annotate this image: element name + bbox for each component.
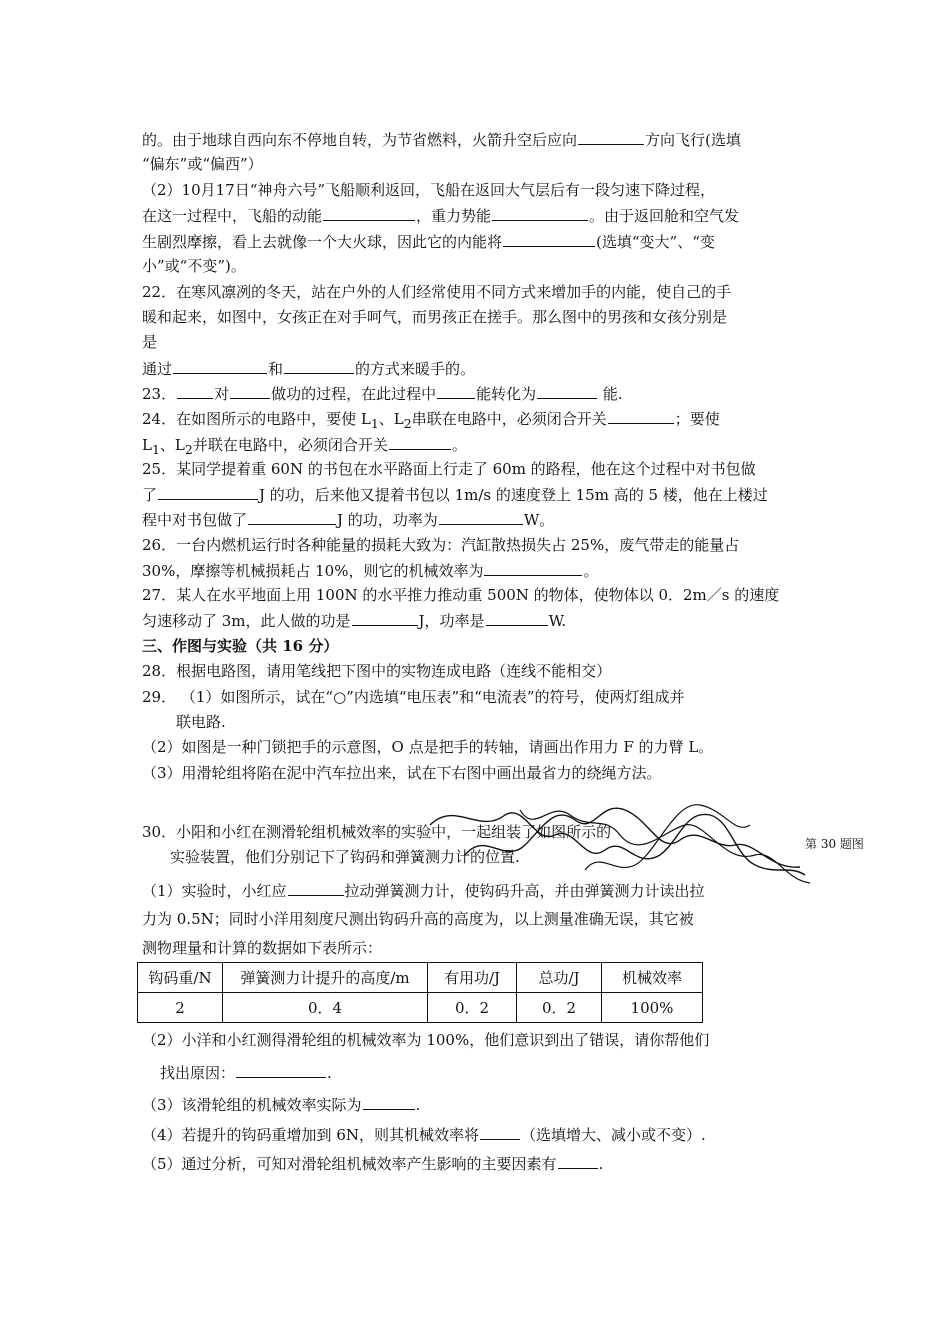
text: L bbox=[142, 436, 152, 454]
answer-blank[interactable] bbox=[363, 1094, 415, 1110]
subscript: 2 bbox=[184, 442, 193, 457]
table-cell: 2 bbox=[138, 993, 223, 1023]
text: 对 bbox=[214, 385, 230, 403]
q28-line bbox=[142, 661, 611, 681]
text: 做功的过程，在此过程中 bbox=[271, 385, 437, 403]
text: 30．小阳和小红在测滑轮组机械效率的实验中，一起组装了如图所示的 bbox=[142, 823, 612, 841]
answer-blank[interactable] bbox=[484, 560, 582, 576]
text: 程中对书包做了 bbox=[142, 511, 248, 529]
answer-blank[interactable] bbox=[323, 205, 415, 221]
text: （1）实验时，小红应 bbox=[142, 882, 287, 900]
answer-blank[interactable] bbox=[439, 509, 523, 525]
answer-blank[interactable] bbox=[248, 509, 336, 525]
text: 27．某人在水平地面上用 100N 的水平推力推动重 500N 的物体，使物体以 0．2m／s 的速度 bbox=[142, 586, 780, 604]
q30-2-line-2 bbox=[160, 1062, 332, 1083]
text: 29． （1）如图所示，试在“○”内选填“电压表”和“电流表”的符号，使两灯组成并 bbox=[142, 688, 685, 706]
table-header-cell: 弹簧测力计提升的高度/m bbox=[223, 963, 428, 993]
q27-line-2 bbox=[142, 610, 566, 631]
q21-line-5 bbox=[142, 231, 715, 252]
text: J 的功，功率为 bbox=[337, 511, 438, 529]
text: （3）用滑轮组将陷在泥中汽车拉出来，试在下右图中画出最省力的绕绳方法。 bbox=[142, 764, 662, 782]
text: . bbox=[327, 1064, 332, 1082]
text: 23． bbox=[142, 385, 177, 403]
text: 在这一过程中，飞船的动能 bbox=[142, 207, 323, 225]
text: 、L bbox=[159, 436, 185, 454]
text: （2）如图是一种门锁把手的示意图，O 点是把手的转轴，请画出作用力 F 的力臂 L。 bbox=[142, 738, 714, 756]
text: 三、作图与实验（共 16 分） bbox=[142, 637, 339, 655]
text: 26．一台内燃机运行时各种能量的损耗大致为：汽缸散热损失占 25%，废气带走的能量占 bbox=[142, 536, 740, 554]
answer-blank[interactable] bbox=[503, 231, 595, 247]
text: 。 bbox=[583, 562, 599, 580]
text: 和 bbox=[268, 360, 284, 378]
answer-blank[interactable] bbox=[173, 358, 267, 374]
q29-line-1 bbox=[142, 687, 685, 707]
table-row bbox=[138, 993, 703, 1023]
text: 暖和起来，如图中，女孩正在对手呵气，而男孩正在搓手。那么图中的男孩和女孩分别是 bbox=[142, 308, 728, 326]
q30-1-line-1 bbox=[142, 880, 705, 901]
q26-line-2 bbox=[142, 560, 598, 581]
answer-blank[interactable] bbox=[177, 383, 213, 399]
table-header-cell: 机械效率 bbox=[602, 963, 703, 993]
text: （5）通过分析，可知对滑轮组机械效率产生影响的主要因素有 bbox=[142, 1155, 557, 1173]
table-cell: 0．2 bbox=[517, 993, 602, 1023]
q30-2-line-1 bbox=[142, 1030, 709, 1050]
text: W。 bbox=[523, 511, 555, 529]
text: . bbox=[598, 1155, 604, 1173]
answer-blank[interactable] bbox=[236, 1062, 326, 1078]
text: 生剧烈摩擦，看上去就像一个大火球，因此它的内能将 bbox=[142, 233, 503, 251]
text: 的。由于地球自西向东不停地自转，为节省燃料，火箭升空后应向 bbox=[142, 131, 578, 149]
q30-1-line-3 bbox=[142, 938, 382, 958]
q23-line bbox=[142, 383, 623, 404]
answer-blank[interactable] bbox=[288, 880, 344, 896]
answer-blank[interactable] bbox=[437, 383, 475, 399]
text: 24．在如图所示的电路中，要使 L bbox=[142, 410, 371, 428]
q25-line-1 bbox=[142, 459, 756, 479]
q29-line-3 bbox=[142, 737, 713, 757]
answer-blank[interactable] bbox=[537, 383, 597, 399]
q25-line-3 bbox=[142, 509, 554, 530]
text: 力为 0.5N；同时小洋用刻度尺测出钩码升高的高度为，以上测量准确无误，其它被 bbox=[142, 910, 694, 928]
q22-line-4 bbox=[142, 358, 475, 379]
text: 25．某同学提着重 60N 的书包在水平路面上行走了 60m 的路程，他在这个过程中对书包做 bbox=[142, 460, 756, 478]
text: 匀速移动了 3m，此人做的功是 bbox=[142, 612, 351, 630]
text: （3）该滑轮组的机械效率实际为 bbox=[142, 1096, 362, 1114]
text: 小”或“不变”)。 bbox=[142, 257, 246, 275]
section-3-heading bbox=[142, 636, 338, 656]
subscript: 1 bbox=[151, 442, 160, 457]
text: （选填增大、减小或不变）. bbox=[520, 1126, 706, 1144]
q29-line-4 bbox=[142, 763, 662, 783]
text: . bbox=[415, 1096, 421, 1114]
answer-blank[interactable] bbox=[558, 1153, 598, 1169]
table-cell: 0．4 bbox=[223, 993, 428, 1023]
answer-blank[interactable] bbox=[480, 1124, 520, 1140]
text: 。 bbox=[451, 436, 467, 454]
subscript: 1 bbox=[370, 416, 379, 431]
q30-1-line-2 bbox=[142, 909, 694, 929]
text: 30%，摩擦等机械损耗占 10%，则它的机械效率为 bbox=[142, 562, 484, 580]
text: 找出原因： bbox=[160, 1064, 236, 1082]
text: 的方式来暖手的。 bbox=[355, 360, 476, 378]
text: 联电路. bbox=[176, 713, 226, 731]
table-cell: 0．2 bbox=[428, 993, 517, 1023]
text: (选填“变大”、“变 bbox=[596, 233, 715, 251]
text: ；要使 bbox=[674, 410, 720, 428]
text: J，功率是 bbox=[418, 612, 485, 630]
subscript: 2 bbox=[403, 416, 412, 431]
text: 了 bbox=[142, 486, 158, 504]
answer-blank[interactable] bbox=[492, 205, 588, 221]
q21-line-6 bbox=[142, 256, 246, 276]
text: 22．在寒风凛冽的冬天，站在户外的人们经常使用不同方式来增加手的内能，使自己的手 bbox=[142, 283, 732, 301]
pulley-figure-scribble bbox=[425, 795, 815, 885]
text: 方向飞行(选填 bbox=[645, 131, 741, 149]
table-header-cell: 总功/J bbox=[517, 963, 602, 993]
text: W. bbox=[548, 612, 567, 630]
table-header-cell: 有用功/J bbox=[428, 963, 517, 993]
table-cell: 100% bbox=[602, 993, 703, 1023]
answer-blank[interactable] bbox=[486, 610, 548, 626]
text: ，重力势能 bbox=[416, 207, 492, 225]
text: 拉动弹簧测力计，使钩码升高，并由弹簧测力计读出拉 bbox=[344, 882, 705, 900]
q22-line-2 bbox=[142, 307, 727, 327]
text: 测物理量和计算的数据如下表所示： bbox=[142, 939, 383, 957]
q29-line-2 bbox=[176, 712, 226, 732]
q30-5-line bbox=[142, 1153, 603, 1174]
answer-blank[interactable] bbox=[284, 358, 354, 374]
table-header-row bbox=[138, 963, 703, 993]
text: 是 bbox=[142, 333, 158, 351]
q30-3-line bbox=[142, 1094, 420, 1115]
q22-line-1 bbox=[142, 282, 731, 302]
text: （2）10月17日“神舟六号”飞船顺利返回，飞船在返回大气层后有一段匀速下降过程， bbox=[142, 181, 716, 199]
text: （2）小洋和小红测得滑轮组的机械效率为 100%，他们意识到出了错误，请你帮他们 bbox=[142, 1031, 710, 1049]
answer-blank[interactable] bbox=[578, 129, 644, 145]
q21-line-4 bbox=[142, 205, 739, 226]
text: “偏东”或“偏西”） bbox=[142, 155, 263, 173]
q21-line-2 bbox=[142, 154, 263, 174]
text: 能. bbox=[598, 385, 623, 403]
table-header-cell: 钩码重/N bbox=[138, 963, 223, 993]
text: 、L bbox=[378, 410, 404, 428]
text: 能转化为 bbox=[476, 385, 537, 403]
text: （4）若提升的钩码重增加到 6N，则其机械效率将 bbox=[142, 1126, 479, 1144]
text: 实验装置，他们分别记下了钩码和弹簧测力计的位置. bbox=[170, 848, 520, 866]
q22-line-3 bbox=[142, 332, 157, 352]
text: 并联在电路中，必须闭合开关 bbox=[192, 436, 388, 454]
q24-line-2 bbox=[142, 434, 467, 460]
answer-blank[interactable] bbox=[158, 484, 258, 500]
answer-blank[interactable] bbox=[389, 434, 451, 450]
q21-line-3 bbox=[142, 180, 715, 200]
q27-line-1 bbox=[142, 585, 779, 605]
figure-30-caption: 第 30 题图 bbox=[805, 837, 864, 851]
text: 串联在电路中，必须闭合开关 bbox=[411, 410, 607, 428]
text: 28．根据电路图，请用笔线把下图中的实物连成电路（连线不能相交） bbox=[142, 662, 612, 680]
text: J 的功，后来他又提着书包以 1m/s 的速度登上 15m 高的 5 楼，他在上楼过 bbox=[259, 486, 768, 504]
answer-blank[interactable] bbox=[230, 383, 270, 399]
q30-4-line bbox=[142, 1124, 706, 1145]
answer-blank[interactable] bbox=[608, 408, 674, 424]
q21-line-1 bbox=[142, 129, 741, 150]
q25-line-2 bbox=[142, 484, 768, 505]
measurement-table bbox=[137, 962, 703, 1023]
answer-blank[interactable] bbox=[352, 610, 418, 626]
q26-line-1 bbox=[142, 535, 739, 555]
text: 通过 bbox=[142, 360, 173, 378]
q24-line-1 bbox=[142, 408, 720, 434]
text: 。由于返回舱和空气发 bbox=[589, 207, 740, 225]
